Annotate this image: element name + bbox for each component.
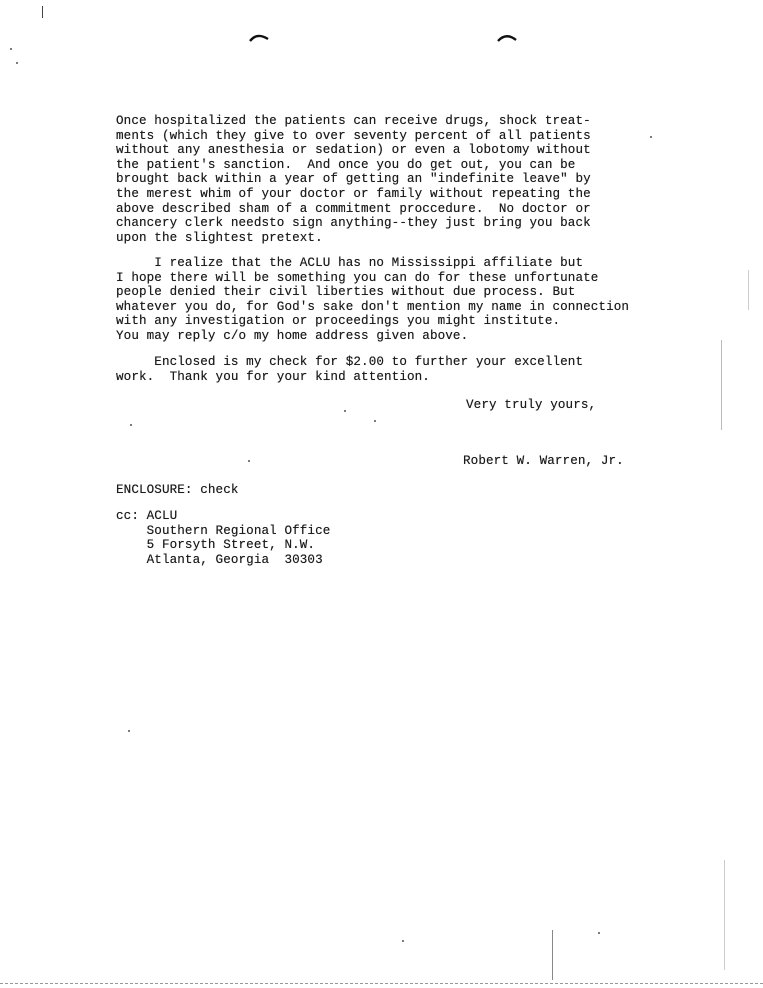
scan-speck: [344, 410, 346, 412]
punch-mark-right: [496, 30, 518, 44]
letter-paragraph-2: I realize that the ACLU has no Mississippi affiliate but I hope there will be something you can do for these unfortunate people denied their civil liberties without due process. But whatever you do, for God's sake don't mention my name in connection with any investigation or proceedings you might institute. You may reply c/o my home address given above.: [116, 256, 630, 343]
scan-speck: [402, 940, 404, 942]
scan-speck: [598, 932, 600, 934]
punch-mark-left: [248, 30, 270, 44]
scan-line: [748, 270, 749, 310]
letter-signature: Robert W. Warren, Jr.: [463, 454, 624, 468]
letter-closing: Very truly yours,: [466, 398, 597, 412]
scan-line: [552, 930, 553, 980]
scan-speck: [374, 420, 376, 422]
enclosure-note: ENCLOSURE: check: [116, 483, 239, 497]
scan-bottom-edge: [0, 983, 763, 985]
scan-speck: [130, 424, 132, 426]
scan-speck: [650, 136, 652, 138]
scan-speck: [42, 6, 43, 18]
cc-address-block: cc: ACLU Southern Regional Office 5 Forsyth Street, N.W. Atlanta, Georgia 30303: [116, 509, 331, 567]
scan-line: [721, 340, 722, 430]
scan-speck: [248, 460, 250, 462]
letter-paragraph-1: Once hospitalized the patients can receive drugs, shock treat- ments (which they give to over seventy percent of all patients without any anesthesia or sedation) or even a lobotomy without the patient's sanction. And once you do get out, you can be brought back within a year of getting an "indefinite leave" by the merest whim of your doctor or family without repeating the above described sham of a commitment proccedure. No doctor or chancery clerk needsto sign anything--they just bring you back upon the slightest pretext.: [116, 114, 591, 245]
letter-paragraph-3: Enclosed is my check for $2.00 to further your excellent work. Thank you for your kind attention.: [116, 355, 584, 384]
scan-line: [724, 860, 725, 970]
scan-speck: [128, 730, 130, 732]
scan-speck: [10, 48, 12, 50]
scan-speck: [16, 62, 18, 64]
